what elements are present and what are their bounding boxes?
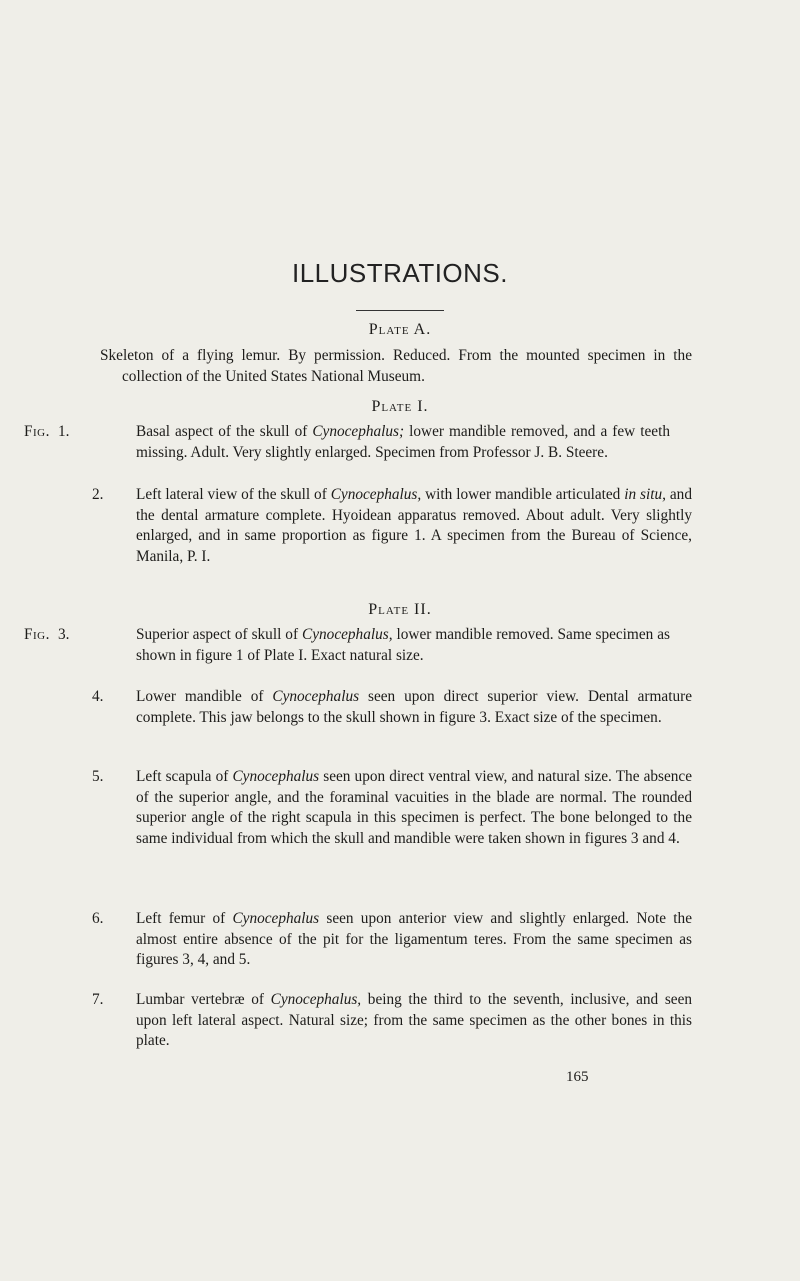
figure-text: Left scapula of bbox=[136, 768, 233, 785]
plate-2-heading: Plate II. bbox=[368, 601, 432, 618]
figure-3-entry bbox=[24, 625, 670, 666]
title-rule bbox=[356, 310, 444, 311]
page-title: ILLUSTRATIONS. bbox=[291, 258, 508, 288]
genus-name: Cynocephalus, bbox=[302, 626, 393, 643]
fig-prefix: Fig. bbox=[24, 423, 50, 440]
figure-number: 6. bbox=[92, 910, 104, 927]
figure-number: 1. bbox=[58, 423, 70, 440]
figure-2-entry bbox=[92, 485, 692, 567]
figure-text: Left lateral view of the skull of bbox=[136, 486, 331, 503]
figure-5-entry bbox=[92, 767, 693, 849]
genus-name: Cynocephalus bbox=[272, 688, 360, 705]
figure-text: Lower mandible of bbox=[136, 688, 273, 705]
page-number: 165 bbox=[566, 1069, 589, 1085]
genus-name: Cynocephalus; bbox=[312, 423, 405, 440]
figure-text: and the dental armature complete. Hyoidean apparatus removed. About adult. Very slightly enlarged, and in same proportion as figure 1. A specimen from the Bureau of Science, Manila, P. I. bbox=[136, 486, 692, 565]
figure-number: 2. bbox=[92, 486, 104, 503]
plate-a-text: Skeleton of a flying lemur. By permission. Reduced. From the mounted specimen in the collection of the United States National Museum. bbox=[100, 347, 692, 385]
latin-phrase: in situ, bbox=[624, 486, 666, 503]
figure-text: with lower mandible articulated bbox=[421, 486, 625, 503]
figure-text: seen upon anterior view and slightly enlarged. Note the almost entire absence of the pit for the ligamentum teres. From the same specimen as figures 3, 4, and 5. bbox=[136, 910, 692, 968]
genus-name: Cynocephalus, bbox=[330, 486, 422, 503]
figure-number: 3. bbox=[58, 626, 70, 643]
figure-text: seen upon direct ventral view, and natural size. The absence of the superior angle, and the foraminal vacuities in the blade are normal. The rounded superior angle of the right scapula in this specimen is perfect. The bone belonged to the same individual from which the skull and mandible were taken shown in figures 3 and 4. bbox=[136, 768, 693, 847]
genus-name: Cynocephalus, bbox=[270, 991, 362, 1008]
figure-6-entry bbox=[92, 909, 692, 971]
genus-name: Cynocephalus bbox=[232, 768, 320, 785]
figure-1-entry bbox=[24, 422, 670, 463]
figure-number: 5. bbox=[92, 768, 104, 785]
plate-a-heading: Plate A. bbox=[368, 321, 432, 338]
genus-name: Cynocephalus bbox=[232, 910, 320, 927]
figure-text: lower mandible removed, and a few teeth missing. Adult. Very slightly enlarged. Specimen from Professor J. B. Steere. bbox=[136, 423, 670, 461]
figure-number: 4. bbox=[92, 688, 104, 705]
figure-4-entry bbox=[92, 687, 693, 728]
figure-text: Lumbar vertebræ of bbox=[136, 991, 271, 1008]
figure-7-entry bbox=[92, 990, 693, 1052]
figure-text: being the third to the seventh, inclusive, and seen upon left lateral aspect. Natural size; from the same specimen as the other bones in this plate. bbox=[136, 991, 693, 1049]
figure-text: Basal aspect of the skull of bbox=[136, 423, 313, 440]
figure-text: Left femur of bbox=[136, 910, 233, 927]
figure-text: Superior aspect of skull of bbox=[136, 626, 303, 643]
fig-prefix: Fig. bbox=[24, 626, 50, 643]
figure-number: 7. bbox=[92, 991, 104, 1008]
plate-1-heading: Plate I. bbox=[371, 398, 429, 415]
figure-text: seen upon direct superior view. Dental armature complete. This jaw belongs to the skull shown in figure 3. Exact size of the specimen. bbox=[136, 688, 693, 726]
figure-text: lower mandible removed. Same specimen as shown in figure 1 of Plate I. Exact natural size. bbox=[136, 626, 670, 664]
